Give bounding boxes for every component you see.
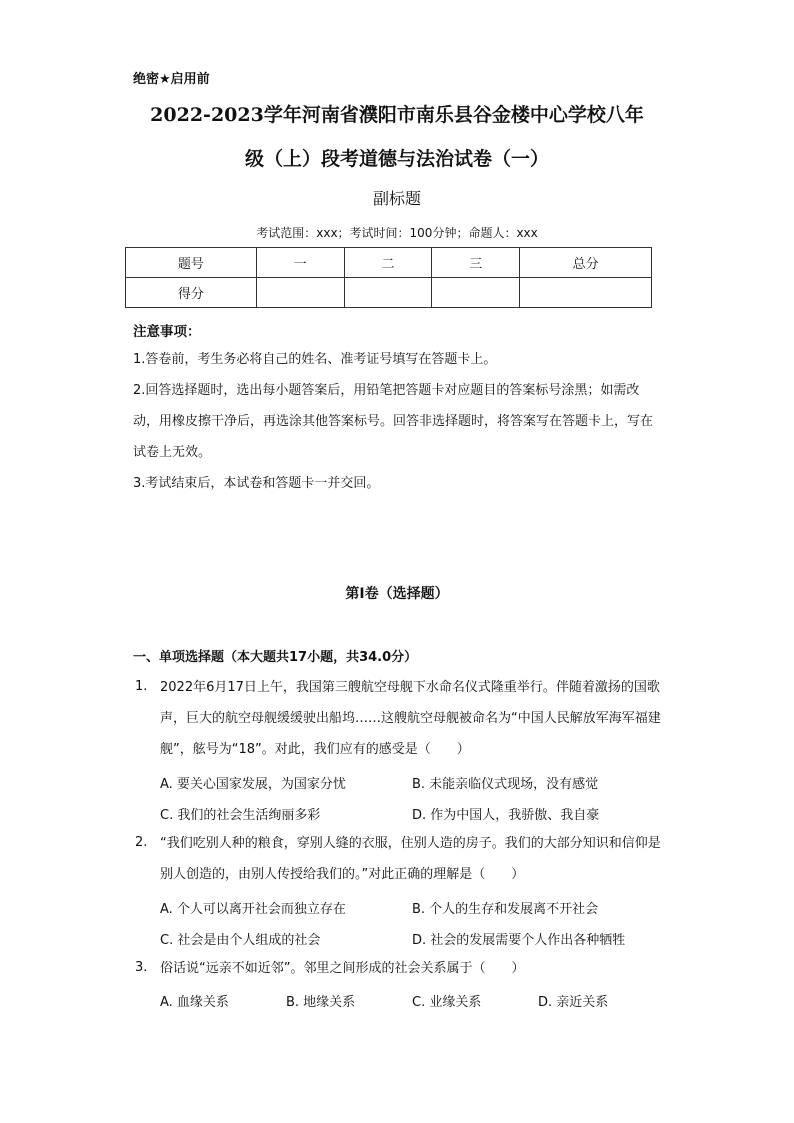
score-table-header-row: [126, 248, 652, 278]
exam-subtitle: 副标题: [372, 189, 421, 208]
score-cell: 二: [344, 248, 432, 278]
notice-heading: 注意事项：: [133, 324, 201, 340]
question-option: D. 作为中国人，我骄傲、我自豪: [412, 808, 600, 823]
question-option: C. 业缘关系: [412, 995, 482, 1010]
question-number: 1.: [135, 679, 148, 694]
question-text: 2022年6月17日上午，我国第三艘航空母舰下水命名仪式隆重举行。伴随着激扬的国歌声，巨大的航空母舰缓缓驶出船坞……这艘航空母舰被命名为“中国人民解放军海军福建舰”，舷号为“18”。对此，我们应有的感受是（ ）: [160, 680, 661, 757]
score-cell: [432, 278, 520, 308]
score-cell: 题号: [126, 248, 257, 278]
score-cell: [256, 278, 344, 308]
score-table: [125, 247, 652, 308]
score-cell: 得分: [126, 278, 257, 308]
score-cell: 总分: [520, 248, 652, 278]
exam-title-line1: 2022-2023学年河南省濮阳市南乐县谷金楼中心学校八年: [150, 104, 644, 126]
question-option: B. 未能亲临仪式现场，没有感觉: [412, 777, 599, 792]
score-cell: 三: [432, 248, 520, 278]
question-option: A. 血缘关系: [160, 995, 229, 1010]
score-cell: [520, 278, 652, 308]
question-option: C. 我们的社会生活绚丽多彩: [160, 808, 321, 823]
question-text: “我们吃别人种的粮食，穿别人缝的衣服，住别人造的房子。我们的大部分知识和信仰是别人创造的，由别人传授给我们的。”对此正确的理解是（ ）: [160, 836, 661, 882]
question-option: D. 亲近关系: [538, 995, 609, 1010]
question-option: D. 社会的发展需要个人作出各种牺牲: [412, 933, 626, 948]
question-option: A. 要关心国家发展，为国家分忧: [160, 777, 346, 792]
question-group-title: 一、单项选择题（本大题共17小题，共34.0分）: [133, 650, 418, 665]
exam-info: 考试范围：xxx；考试时间：100分钟；命题人：xxx: [256, 226, 538, 240]
question-text: 俗话说“远亲不如近邻”。邻里之间形成的社会关系属于（ ）: [160, 961, 525, 976]
question-number: 2.: [135, 835, 148, 850]
question-option: B. 地缘关系: [286, 995, 356, 1010]
notice-item: 1.答卷前，考生务必将自己的姓名、准考证号填写在答题卡上。: [133, 352, 497, 367]
question-number: 3.: [135, 960, 148, 975]
score-cell: [344, 278, 432, 308]
section-title: 第Ⅰ卷（选择题）: [345, 586, 449, 602]
question-option: B. 个人的生存和发展离不开社会: [412, 902, 599, 917]
notice-item: 3.考试结束后，本试卷和答题卡一并交回。: [133, 476, 380, 491]
score-table-score-row: [126, 278, 652, 308]
exam-title-line2: 级（上）段考道德与法治试卷（一）: [244, 148, 549, 170]
question-option: C. 社会是由个人组成的社会: [160, 933, 321, 948]
secret-label: 绝密★启用前: [133, 72, 210, 87]
question-option: A. 个人可以离开社会而独立存在: [160, 902, 346, 917]
score-cell: 一: [256, 248, 344, 278]
notice-item: 2.回答选择题时，选出每小题答案后，用铅笔把答题卡对应题目的答案标号涂黑；如需改动，用橡皮擦干净后，再选涂其他答案标号。回答非选择题时，将答案写在答题卡上，写在试卷上无效。: [133, 383, 654, 460]
